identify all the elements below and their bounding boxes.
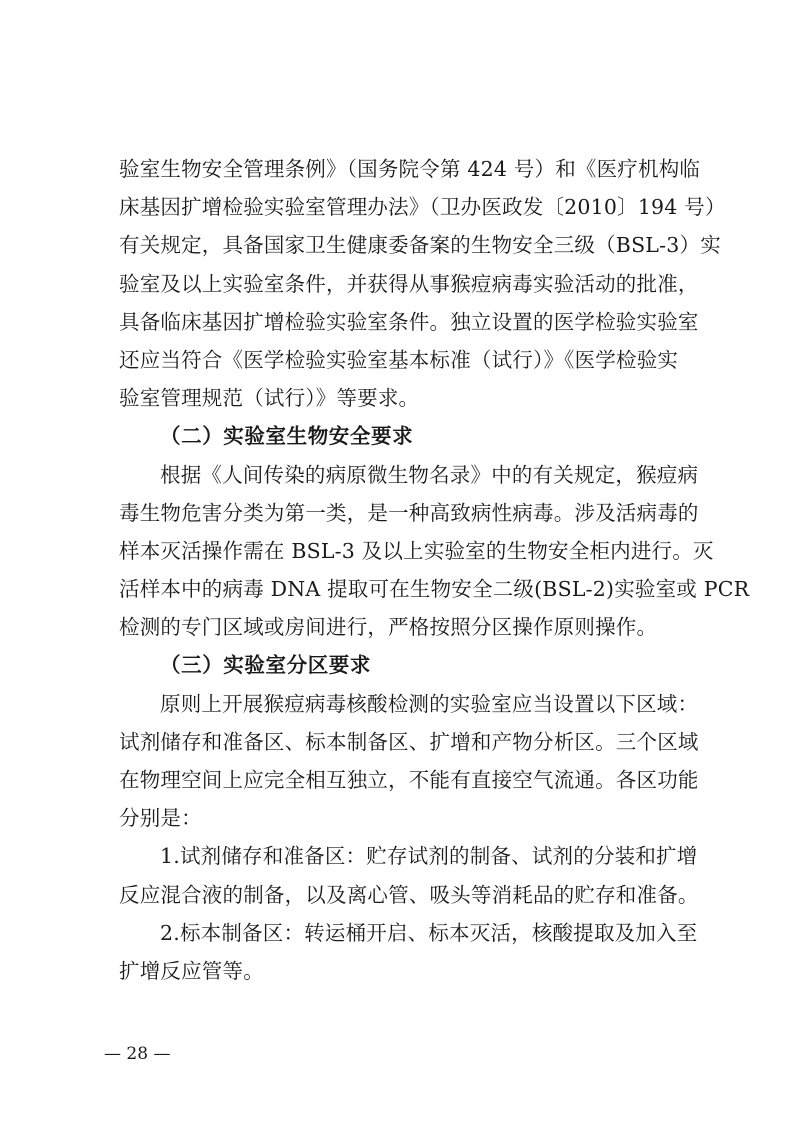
page-number: — 28 — — [104, 1044, 171, 1064]
paragraph-line: 验室及以上实验室条件，并获得从事猴痘病毒实验活动的批准， — [119, 271, 699, 296]
section-heading: （三）实验室分区要求 — [160, 653, 371, 678]
paragraph-line: 有关规定，具备国家卫生健康委备案的生物安全三级（BSL-3）实 — [119, 233, 721, 258]
list-item-line: 2.标本制备区：转运桶开启、标本灭活，核酸提取及加入至 — [160, 920, 698, 945]
paragraph-line: 验室生物安全管理条例》（国务院令第 424 号）和《医疗机构临 — [119, 157, 701, 181]
list-item-line: 1.试剂储存和准备区：贮存试剂的制备、试剂的分装和扩增 — [160, 844, 698, 869]
paragraph-line: 在物理空间上应完全相互独立，不能有直接空气流通。各区功能 — [119, 768, 699, 792]
paragraph-line: 检测的专门区域或房间进行，严格按照分区操作原则操作。 — [119, 615, 658, 640]
paragraph-line: 还应当符合《医学检验实验室基本标准（试行）》《医学检验实 — [119, 347, 679, 372]
paragraph-line: 具备临床基因扩增检验实验室条件。独立设置的医学检验实验室 — [119, 309, 699, 334]
paragraph-line: 活样本中的病毒 DNA 提取可在生物安全二级(BSL-2)实验室或 PCR — [119, 577, 750, 602]
paragraph-line: 试剂储存和准备区、标本制备区、扩增和产物分析区。三个区域 — [119, 729, 699, 754]
section-heading: （二）实验室生物安全要求 — [160, 424, 414, 449]
paragraph-line: 验室管理规范（试行）》等要求。 — [119, 386, 420, 411]
paragraph-line: 分别是： — [119, 806, 202, 831]
body-text — [119, 150, 750, 990]
paragraph-line: 床基因扩增检验实验室管理办法》（卫办医政发〔2010〕194 号） — [119, 195, 726, 220]
paragraph-line: 原则上开展猴痘病毒核酸检测的实验室应当设置以下区域： — [160, 691, 699, 716]
paragraph-line: 反应混合液的制备，以及离心管、吸头等消耗品的贮存和准备。 — [119, 882, 699, 907]
paragraph-line: 扩增反应管等。 — [119, 958, 264, 983]
paragraph-line: 样本灭活操作需在 BSL-3 及以上实验室的生物安全柜内进行。灭 — [119, 538, 714, 563]
paragraph-line: 根据《人间传染的病原微生物名录》中的有关规定，猴痘病 — [160, 462, 699, 487]
paragraph-line: 毒生物危害分类为第一类，是一种高致病性病毒。涉及活病毒的 — [119, 500, 699, 525]
